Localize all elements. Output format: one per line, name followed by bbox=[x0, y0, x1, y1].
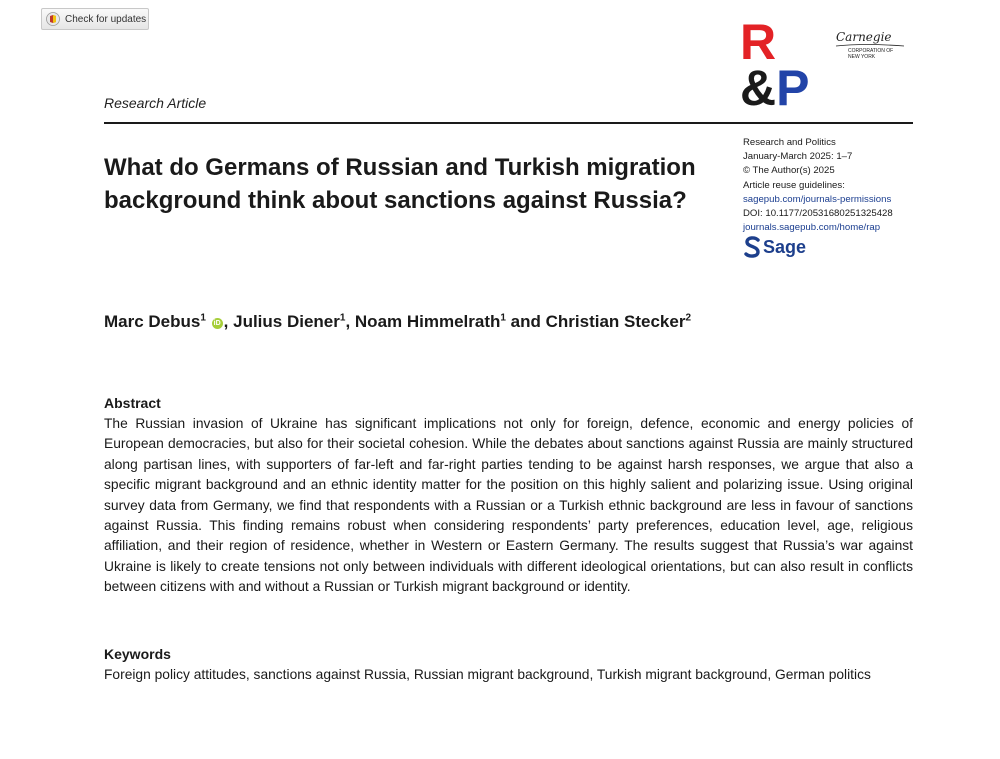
author-name[interactable]: Julius Diener bbox=[233, 312, 340, 331]
permissions-link[interactable]: sagepub.com/journals-permissions bbox=[743, 193, 892, 205]
orcid-icon[interactable]: iD bbox=[213, 320, 221, 327]
logo-letter-r: R bbox=[740, 14, 777, 70]
carnegie-subtitle: CORPORATION OF NEW YORK bbox=[848, 48, 894, 60]
affiliation-mark: 1 bbox=[339, 312, 346, 324]
author-separator: and bbox=[505, 312, 546, 331]
check-updates-label: Check for updates bbox=[65, 13, 147, 25]
author-name[interactable]: Marc Debus bbox=[104, 312, 201, 331]
keywords-text: Foreign policy attitudes, sanctions against Russia, Russian migrant background, Turkish migrant background, German politics bbox=[104, 667, 871, 682]
author-list bbox=[104, 312, 913, 332]
article-type: Research Article bbox=[104, 95, 207, 111]
journal-name: Research and Politics bbox=[743, 137, 836, 148]
doi: DOI: 10.1177/20531680251325428 bbox=[743, 208, 893, 220]
sage-wordmark: Sage bbox=[763, 236, 807, 257]
author-separator: , bbox=[345, 312, 355, 331]
abstract-text: The Russian invasion of Ukraine has significant implications not only for foreign, defence, economic and energy policies of European democracies, but also for their societal cohesion. While the debates about sanctions against Russia are mainly structured along partisan lines, with supporters of far-left and far-right parties tending to be against harsh responses, we argue that also a specific migrant background and an ethnic identity matter for the position on this highly salient and polarizing issue. Using original survey data from Germany, we find that respondents with a Russian or a Turkish ethnic background are less in favour of sanctions against Russia. This finding remains robust when considering respondents’ party preferences, education level, age, religious affiliation, and their region of residence, whether in Western or Eastern Germany. The results suggest that Russia’s war against Ukraine is likely to create tensions not only between individuals with different ideological orientations, but can also result in conflicts between citizens with and without a Russian or Turkish migrant background or identity. bbox=[104, 416, 913, 595]
author-separator: , bbox=[223, 312, 234, 331]
journal-home-link[interactable]: journals.sagepub.com/home/rap bbox=[743, 222, 881, 234]
abstract-heading: Abstract bbox=[104, 395, 161, 411]
header-divider bbox=[104, 122, 913, 124]
logo-letter-p: P bbox=[776, 60, 810, 116]
sage-logo bbox=[743, 236, 806, 258]
author-name[interactable]: Christian Stecker bbox=[545, 312, 686, 331]
carnegie-logo bbox=[834, 26, 906, 70]
check-updates-icon bbox=[46, 12, 60, 26]
journal-issue: January-March 2025: 1–7 bbox=[743, 151, 853, 163]
affiliation-mark: 1 bbox=[500, 312, 506, 324]
keywords-heading: Keywords bbox=[104, 646, 171, 662]
affiliation-mark: 1 bbox=[200, 312, 206, 324]
journal-info bbox=[743, 136, 913, 235]
sage-s-icon bbox=[743, 236, 761, 258]
affiliation-mark: 2 bbox=[685, 312, 692, 324]
journal-logo-block bbox=[740, 14, 910, 118]
reuse-label: Article reuse guidelines: bbox=[743, 179, 845, 191]
rp-logo bbox=[740, 14, 832, 116]
check-for-updates-button[interactable] bbox=[41, 8, 149, 30]
article-title: What do Germans of Russian and Turkish migration background think about sanctions against Russia? bbox=[104, 154, 696, 214]
copyright: © The Author(s) 2025 bbox=[743, 165, 835, 177]
carnegie-script: Carnegie bbox=[836, 30, 892, 44]
author-name[interactable]: Noam Himmelrath bbox=[354, 312, 501, 331]
logo-ampersand-p bbox=[740, 60, 810, 116]
logo-ampersand: & bbox=[740, 60, 777, 116]
